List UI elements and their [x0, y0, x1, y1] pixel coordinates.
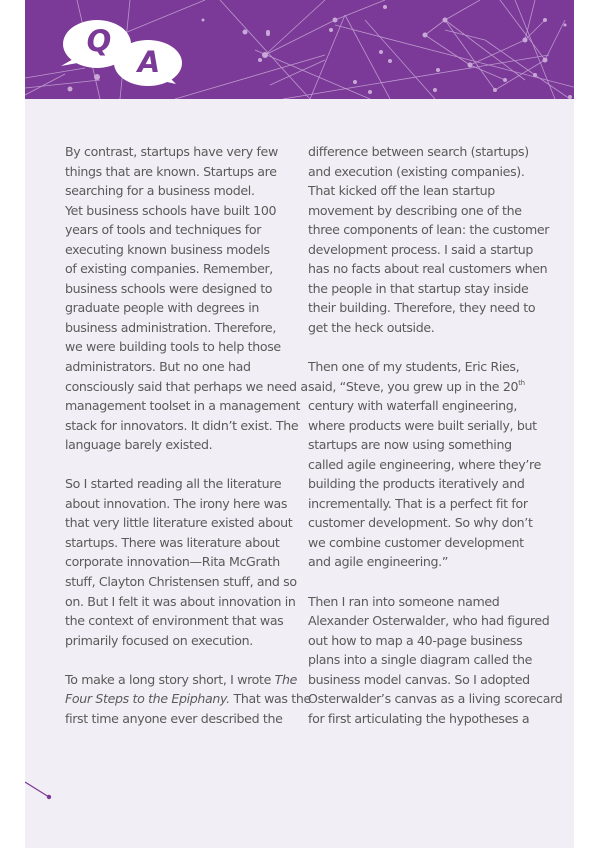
text-line: executing known business models	[65, 241, 270, 257]
text-line: customer development. So why don’t	[308, 515, 533, 531]
text-line: graduate people with degrees in	[65, 300, 260, 316]
text-line: plans into a single diagram called the	[308, 652, 533, 668]
left-paragraph-2	[65, 474, 305, 650]
text-line: Osterwalder’s canvas as a living scorecard	[308, 691, 563, 707]
text-line: Alexander Osterwalder, who had figured	[308, 613, 550, 629]
text-line: the people in that startup stay inside	[308, 280, 529, 296]
text-line	[65, 670, 305, 690]
text-line: difference between search (startups)	[308, 144, 529, 159]
text-line: startups are now using something	[308, 437, 512, 453]
right-column	[308, 142, 563, 728]
text-line: has no facts about real customers when	[308, 261, 548, 277]
text-line: stack for innovators. It didn’t exist. The	[65, 417, 299, 433]
text-line: get the heck outside.	[308, 319, 435, 335]
text-line: building the products iteratively and	[308, 476, 525, 492]
right-paragraph-3	[308, 592, 563, 729]
a-letter: A	[137, 45, 161, 79]
text-line	[65, 689, 311, 709]
text-line: business administration. Therefore,	[65, 319, 276, 335]
superscript: th	[518, 378, 525, 387]
book-title-italic: Four Steps to the Epiphany.	[65, 691, 230, 707]
text-line: their building. Therefore, they need to	[308, 300, 536, 316]
left-paragraph-3	[65, 670, 311, 729]
text-line: things that are known. Startups are	[65, 163, 277, 179]
right-paragraph-1	[308, 142, 553, 337]
document-page	[25, 0, 574, 848]
text-line: that very little literature existed about	[65, 515, 293, 531]
text-span: To make a long story short, I wrote	[65, 671, 275, 687]
text-line: and execution (existing companies).	[308, 163, 525, 179]
text-line: out how to map a 40-page business	[308, 632, 523, 648]
text-line: language barely existed.	[65, 437, 213, 453]
text-line: So I started reading all the literature	[65, 476, 282, 492]
paragraph-gap	[65, 455, 305, 475]
left-paragraph-1	[65, 142, 308, 455]
text-line	[308, 377, 553, 397]
text-line: startups. There was literature about	[65, 534, 280, 550]
text-line: for first articulating the hypotheses a	[308, 710, 530, 726]
text-line: called agile engineering, where they’re	[308, 456, 542, 472]
text-span: That was the	[229, 691, 311, 707]
text-line: about innovation. The irony here was	[65, 495, 288, 511]
text-line: primarily focused on execution.	[65, 632, 253, 648]
text-line: where products were built serially, but	[308, 417, 537, 433]
text-line: consciously said that perhaps we need a	[65, 378, 308, 394]
q-letter: Q	[86, 24, 112, 58]
left-column	[65, 142, 311, 728]
text-line: we combine customer development	[308, 534, 524, 550]
paragraph-gap	[65, 650, 305, 670]
text-line: we were building tools to help those	[65, 339, 281, 355]
text-line: searching for a business model.	[65, 183, 255, 199]
text-line: years of tools and techniques for	[65, 222, 262, 238]
text-line: By contrast, startups have very few	[65, 144, 278, 159]
text-line: the context of environment that was	[65, 613, 284, 629]
text-line: management toolset in a management	[65, 398, 301, 414]
text-line: incrementally. That is a perfect fit for	[308, 495, 528, 511]
text-line: first time anyone ever described the	[65, 710, 283, 726]
book-title-italic: The	[274, 671, 298, 687]
text-line: administrators. But no one had	[65, 359, 251, 375]
text-span: said, “Steve, you grew up in the 20	[308, 378, 519, 394]
text-line: Then one of my students, Eric Ries,	[308, 359, 520, 375]
text-line: and agile engineering.”	[308, 554, 448, 570]
paragraph-gap	[308, 572, 553, 592]
paragraph-gap	[308, 337, 553, 357]
text-line: development process. I said a startup	[308, 241, 534, 257]
text-line: movement by describing one of the	[308, 202, 522, 218]
text-line: corporate innovation—Rita McGrath	[65, 554, 280, 570]
text-line: That kicked off the lean startup	[308, 183, 495, 199]
qa-header-banner	[25, 0, 574, 99]
text-line: century with waterfall engineering,	[308, 398, 518, 414]
decorative-node-line-icon	[25, 776, 65, 806]
text-line: of existing companies. Remember,	[65, 261, 273, 277]
text-line: business model canvas. So I adopted	[308, 671, 530, 687]
qa-bubbles-icon	[25, 0, 225, 99]
right-paragraph-2	[308, 357, 553, 572]
text-line: Then I ran into someone named	[308, 593, 500, 609]
text-line: three components of lean: the customer	[308, 222, 550, 238]
text-line: stuff, Clayton Christensen stuff, and so	[65, 574, 297, 590]
text-line: Yet business schools have built 100	[65, 202, 277, 218]
text-line: business schools were designed to	[65, 280, 273, 296]
text-line: on. But I felt it was about innovation in	[65, 593, 296, 609]
